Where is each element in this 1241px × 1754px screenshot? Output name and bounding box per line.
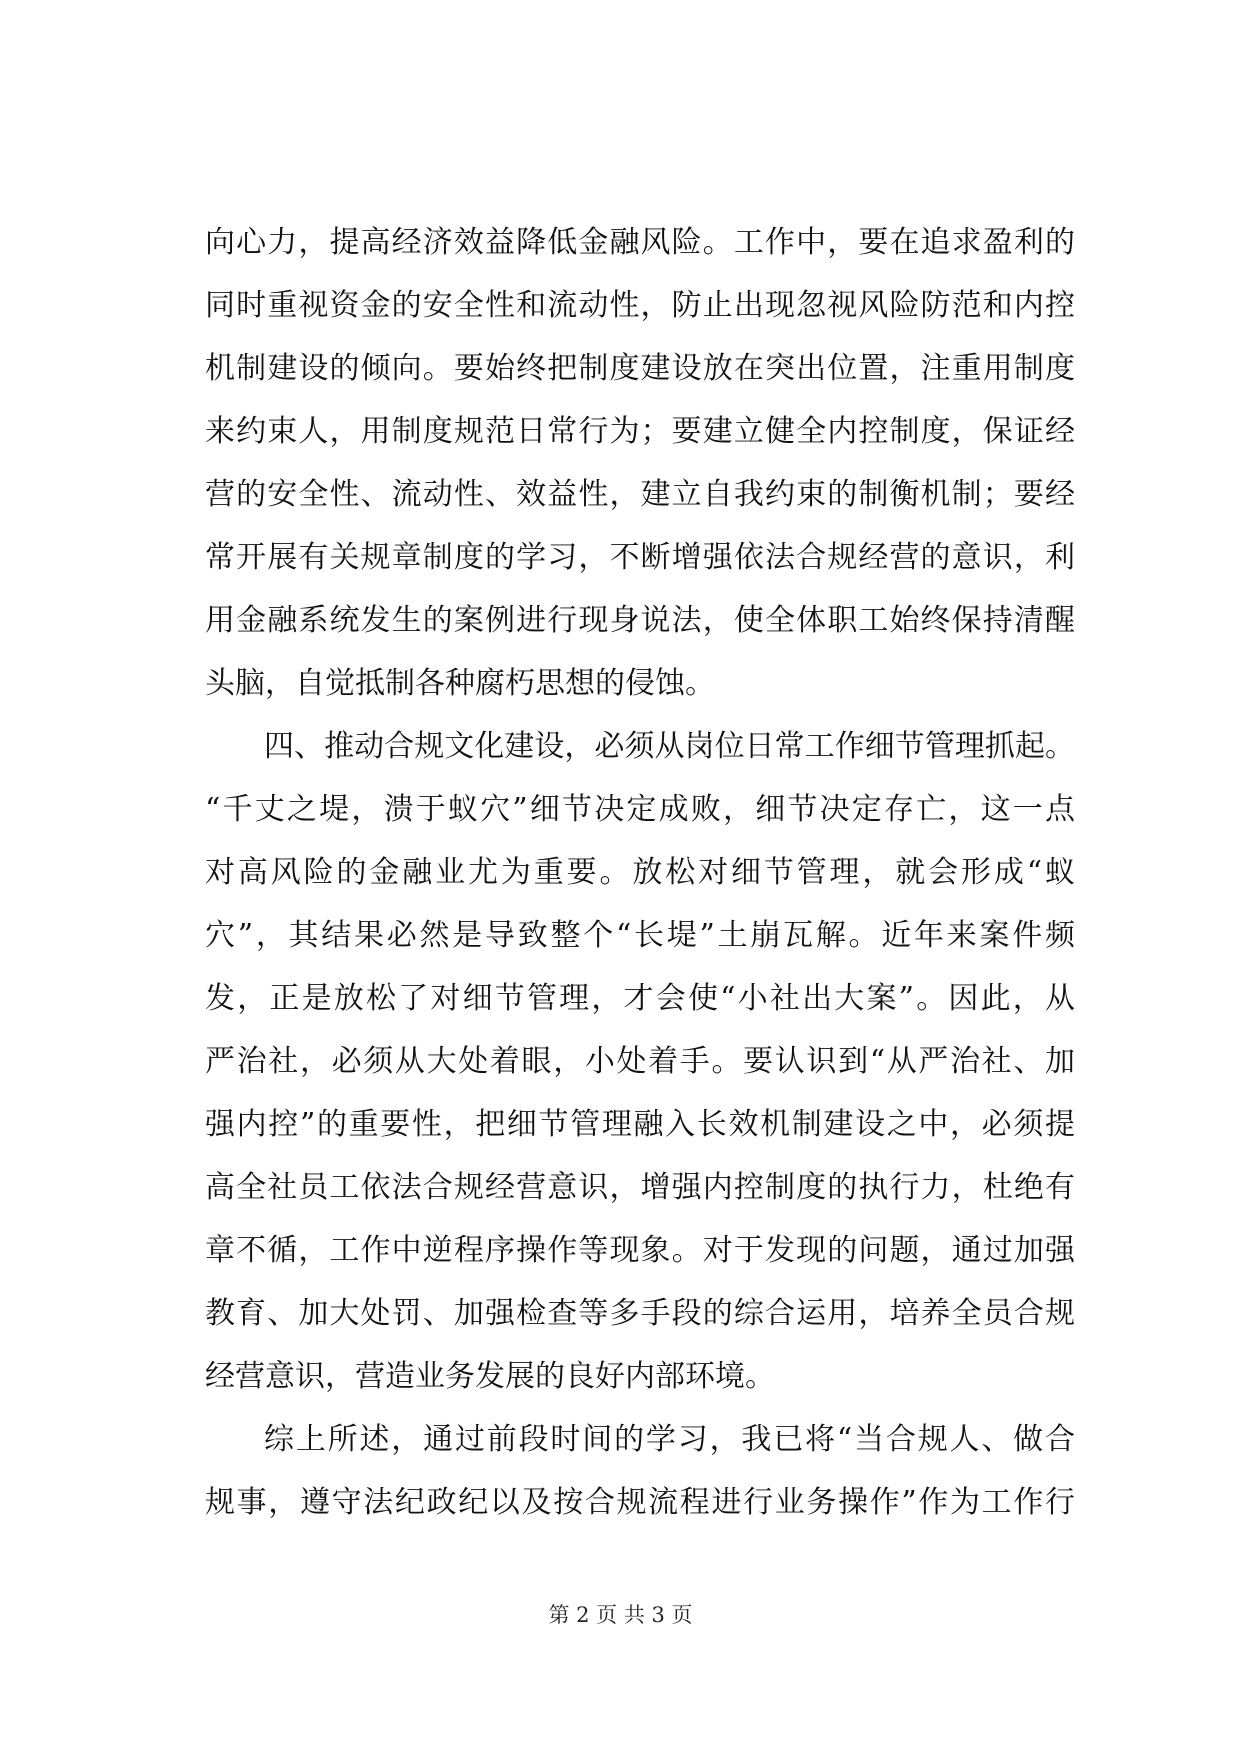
paragraph-heading-line: 四、推动合规文化建设，必须从岗位日常工作细节管理抓起。 [264,729,1075,764]
text-line: 营的安全性、流动性、效益性，建立自我约束的制衡机制；要经 [205,477,1075,512]
text-line: 机制建设的倾向。要始终把制度建设放在突出位置，注重用制度 [205,351,1075,386]
text-line: 严治社，必须从大处着眼，小处着手。要认识到“从严治社、加 [205,1044,1075,1079]
text-line: 向心力，提高经济效益降低金融风险。工作中，要在追求盈利的 [205,225,1075,260]
text-line: 常开展有关规章制度的学习，不断增强依法合规经营的意识，利 [205,540,1075,575]
text-line: 穴”，其结果必然是导致整个“长堤”土崩瓦解。近年来案件频 [205,918,1075,953]
page-footer: 第 2 页 共 3 页 [548,1603,693,1627]
text-line: 高全社员工依法合规经营意识，增强内控制度的执行力，杜绝有 [205,1170,1075,1205]
text-line: “千丈之堤，溃于蚁穴”细节决定成败，细节决定存亡，这一点 [205,792,1075,827]
text-line: 强内控”的重要性，把细节管理融入长效机制建设之中，必须提 [205,1107,1075,1142]
text-line: 规事，遵守法纪政纪以及按合规流程进行业务操作”作为工作行 [205,1485,1075,1520]
text-line: 教育、加大处罚、加强检查等多手段的综合运用，培养全员合规 [205,1296,1075,1331]
text-line: 经营意识，营造业务发展的良好内部环境。 [205,1359,775,1394]
text-line: 发，正是放松了对细节管理，才会使“小社出大案”。因此，从 [205,981,1075,1016]
text-line: 来约束人，用制度规范日常行为；要建立健全内控制度，保证经 [205,414,1075,449]
text-line: 对高风险的金融业尤为重要。放松对细节管理，就会形成“蚁 [205,855,1075,890]
text-line: 头脑，自觉抵制各种腐朽思想的侵蚀。 [205,666,715,701]
text-line: 用金融系统发生的案例进行现身说法，使全体职工始终保持清醒 [205,603,1075,638]
text-line: 同时重视资金的安全性和流动性，防止出现忽视风险防范和内控 [205,288,1075,323]
text-line: 综上所述，通过前段时间的学习，我已将“当合规人、做合 [264,1422,1075,1457]
text-line: 章不循，工作中逆程序操作等现象。对于发现的问题，通过加强 [205,1233,1075,1268]
